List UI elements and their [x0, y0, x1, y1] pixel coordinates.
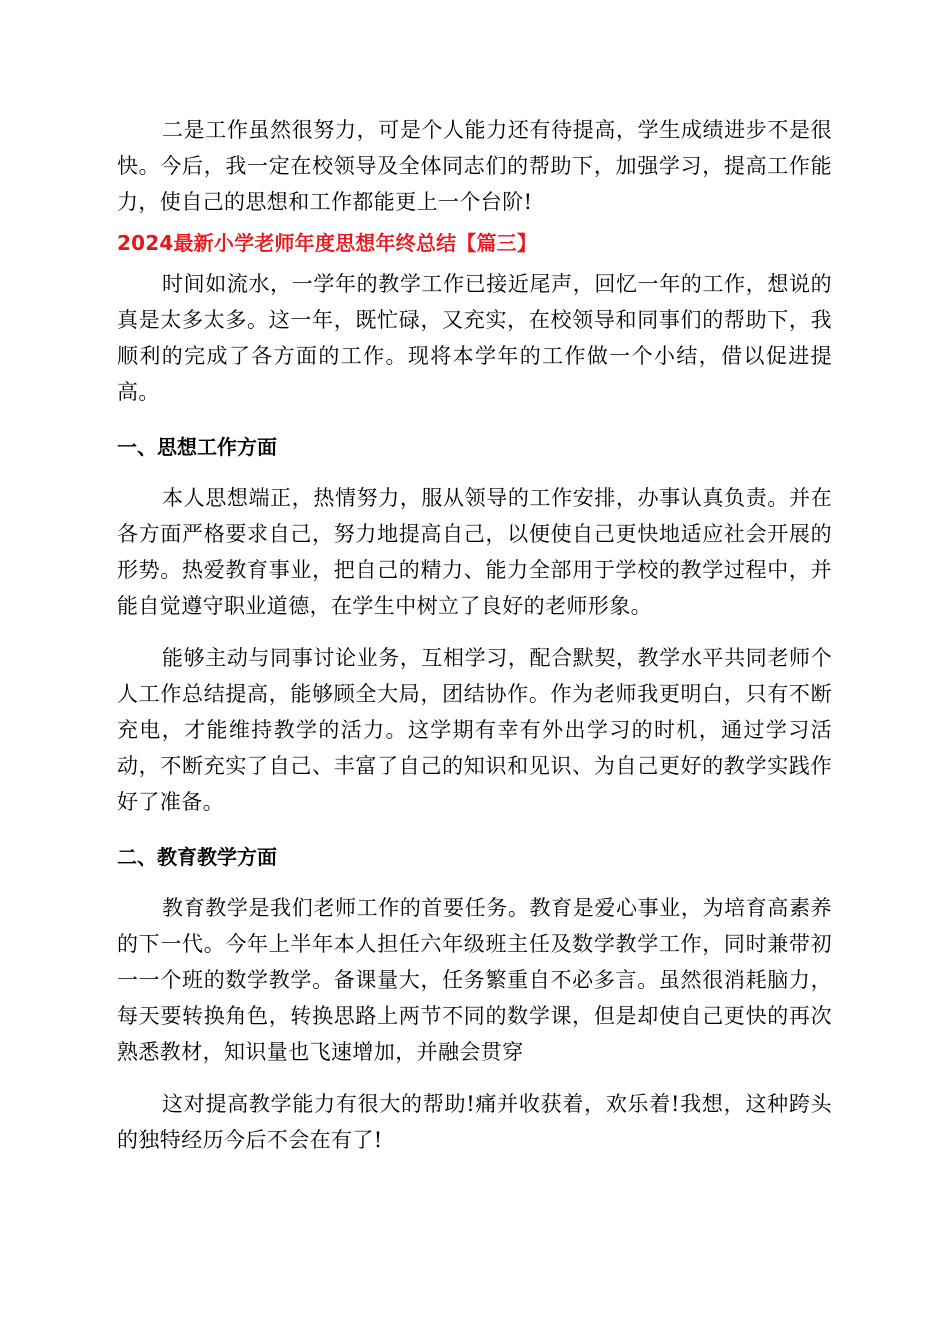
paragraph-5: 教育教学是我们老师工作的首要任务。教育是爱心事业，为培育高素养的下一代。今年上半年本人担任六年级班主任及数学教学工作，同时兼带初一一个班的数学教学。备课量大，任务繁重自不必多言。虽然很消耗脑力，每天要转换角色，转换思路上两节不同的数学课，但是却使自己更快的再次熟悉教材，知识量也飞速增加，并融会贯穿	[117, 896, 832, 1064]
paragraph-2: 时间如流水，一学年的教学工作已接近尾声，回忆一年的工作，想说的真是太多太多。这一年，既忙碌，又充实，在校领导和同事们的帮助下，我顺利的完成了各方面的工作。现将本学年的工作做一个小结，借以促进提高。	[117, 272, 832, 404]
section-title: 2024最新小学老师年度思想年终总结【篇三】	[117, 231, 538, 255]
spacer	[117, 1070, 832, 1086]
paragraph-4: 能够主动与同事讨论业务，互相学习，配合默契，教学水平共同老师个人工作总结提高，能够顾全大局，团结协作。作为老师我更明白，只有不断充电，才能维持教学的活力。这学期有幸有外出学习的时机，通过学习活动，不断充实了自己、丰富了自己的知识和见识、为自己更好的教学实践作好了准备。	[117, 646, 832, 814]
paragraph-6: 这对提高教学能力有很大的帮助!痛并收获着，欢乐着!我想，这种跨头的独特经历今后不会在有了!	[117, 1092, 832, 1152]
spacer	[117, 624, 832, 640]
heading-teaching: 二、教育教学方面	[117, 845, 277, 869]
heading-ideology: 一、思想工作方面	[117, 435, 277, 459]
paragraph-1: 二是工作虽然很努力，可是个人能力还有待提高，学生成绩进步不是很快。今后，我一定在校领导及全体同志们的帮助下，加强学习，提高工作能力，使自己的思想和工作都能更上一个台阶!	[117, 118, 832, 214]
paragraph-3: 本人思想端正，热情努力，服从领导的工作安排，办事认真负责。并在各方面严格要求自己，努力地提高自己，以便使自己更快地适应社会开展的形势。热爱教育事业，把自己的精力、能力全部用于学校的教学过程中，并能自觉遵守职业道德，在学生中树立了良好的老师形象。	[117, 486, 832, 618]
